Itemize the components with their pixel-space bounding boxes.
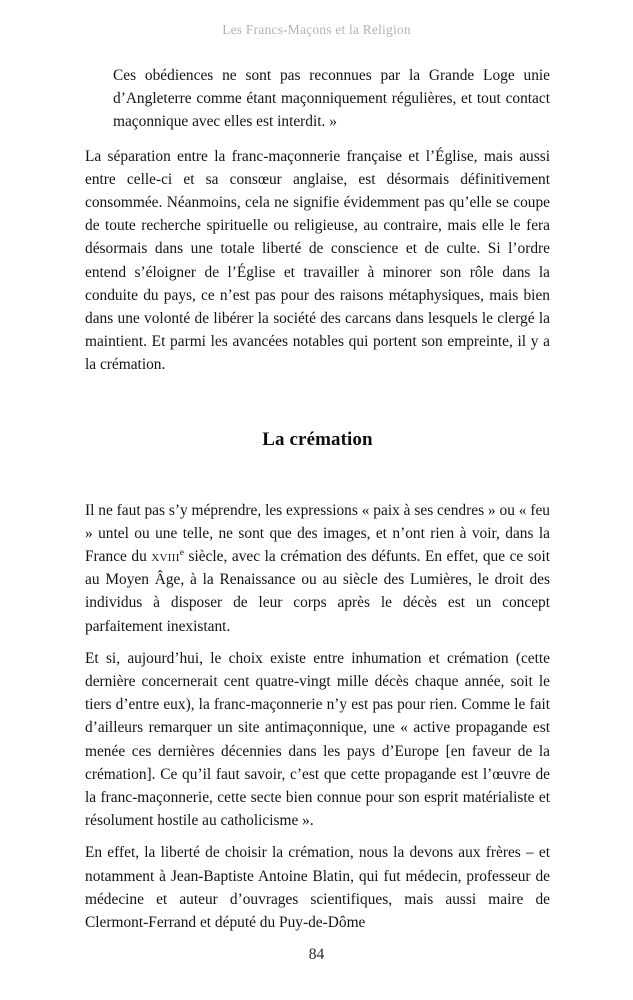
body-paragraph-1: La séparation entre la franc-maçonnerie française et l’Église, mais aussi entre celle-ci et sa consœur anglaise, est désormais définitivement consommée. Néanmoins, cela ne signifie évidemment pas qu’elle se coupe de toute recherche spirituelle ou religieuse, au contraire, mais elle le fera désormais dans une totale liberté de conscience et de culte. Si l’ordre entend s’éloigner de l’Église et travailler à minorer son rôle dans la conduite du pays, ce n’est pas pour des raisons métaphysiques, mais bien dans une volonté de libérer la société des carcans dans lesquels le clergé la maintient. Et parmi les avancées notables qui portent son empreinte, il y a la crémation. (85, 147, 550, 374)
text-body (85, 64, 550, 934)
running-head: Les Francs-Maçons et la Religion (222, 22, 411, 37)
century-ordinal-suffix: e (179, 546, 184, 558)
block-quote-paragraph: Ces obédiences ne sont pas reconnues par la Grande Loge unie d’Angleterre comme étant maçonniquement régulières, et tout contact maçonnique avec elles est interdit. » (113, 67, 550, 131)
body-paragraph-2 (85, 499, 550, 638)
paragraph-2-text-before-century: Il ne faut pas s’y méprendre, les expressions « paix à ses cendres » ou « feu » untel ou une telle, ne sont que des images, et n’ont rien à voir, dans la France du (85, 501, 550, 566)
page-number: 84 (308, 946, 325, 963)
century-numeral: xviii (151, 548, 180, 566)
paragraph-2-text-after-century: siècle, avec la crémation des défunts. En effet, que ce soit au Moyen Âge, à la Renaissance ou au siècle des Lumières, le droit des individus à disposer de leur corps après le décès est un concept parfaitement inexistant. (85, 548, 550, 635)
section-heading-wrapper (85, 429, 550, 451)
section-heading: La crémation (262, 428, 373, 450)
body-paragraph-3: Et si, aujourd’hui, le choix existe entre inhumation et crémation (cette dernière concernerait cent quatre-vingt mille décès chaque année, soit le tiers d’entre eux), la franc-maçonnerie n’y est pas pour rien. Comme le fait d’ailleurs remarquer un site antimaçonnique, une « active propagande est menée ces dernières décennies dans les pays d’Europe [en faveur de la crémation]. Ce qu’il faut savoir, c’est que cette propagande est l’œuvre de la franc-maçonnerie, cette secte bien connue pour son esprit matérialiste et résolument hostile au catholicisme ». (85, 649, 550, 830)
body-paragraph-4: En effet, la liberté de choisir la crémation, nous la devons aux frères – et notamment à Jean-Baptiste Antoine Blatin, qui fut médecin, professeur de médecine et auteur d’ouvrages scientifiques, mais aussi maire de Clermont-Ferrand et député du Puy-de-Dôme (85, 844, 550, 932)
